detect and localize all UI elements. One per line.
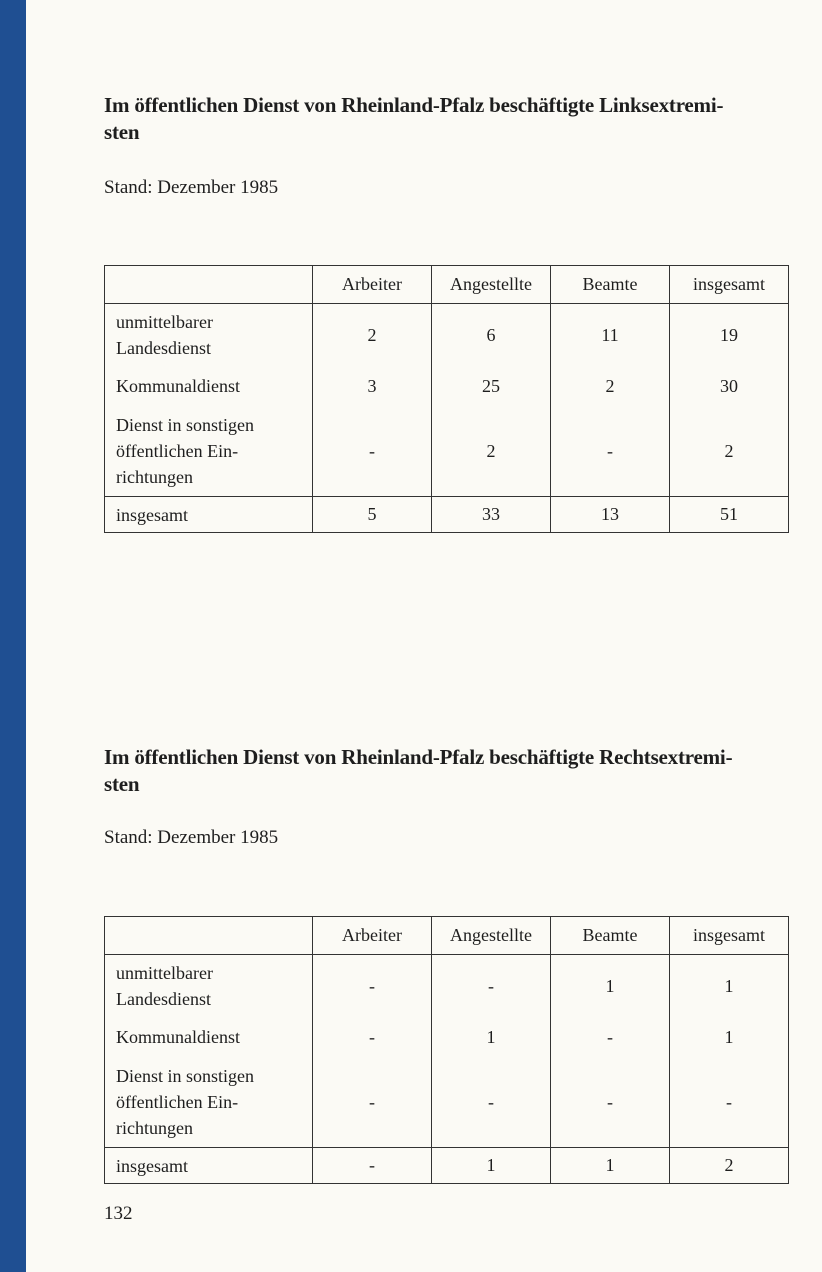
value-cell: 2 — [432, 406, 551, 497]
value-cell: 1 — [432, 1017, 551, 1057]
value-cell: 1 — [670, 955, 789, 1018]
status-date: Stand: Dezember 1985 — [104, 177, 279, 198]
value-cell: 2 — [551, 366, 670, 406]
table-title — [104, 92, 788, 146]
row-label — [105, 1017, 313, 1057]
row-label-line: öffentlichen Ein- — [116, 1092, 239, 1112]
value-cell: - — [313, 406, 432, 497]
page-number: 132 — [104, 1203, 133, 1224]
title-line-1: Im öffentlichen Dienst von Rheinland-Pfalz beschäftigte Linksextremi- — [104, 93, 724, 117]
row-label-line: richtungen — [116, 1118, 193, 1138]
table-row — [105, 1057, 789, 1148]
value-cell: 25 — [432, 366, 551, 406]
row-label-line: unmittelbarer — [116, 963, 213, 983]
row-label-line: Kommunaldienst — [116, 1027, 240, 1047]
header-row — [105, 917, 789, 955]
table-row — [105, 366, 789, 406]
total-label: insgesamt — [105, 1148, 313, 1184]
value-cell: - — [313, 1057, 432, 1148]
right-extremists-section — [104, 744, 788, 1176]
table-row — [105, 406, 789, 497]
row-label-line: öffentlichen Ein- — [116, 441, 239, 461]
header-row — [105, 266, 789, 304]
row-label — [105, 366, 313, 406]
table-row — [105, 304, 789, 367]
value-cell: - — [551, 406, 670, 497]
total-value-cell: 13 — [551, 497, 670, 533]
header-cell-empty — [105, 266, 313, 304]
data-table — [104, 265, 789, 533]
value-cell: 2 — [313, 304, 432, 367]
total-label: insgesamt — [105, 497, 313, 533]
table-row — [105, 1017, 789, 1057]
value-cell: - — [313, 955, 432, 1018]
value-cell: - — [551, 1017, 670, 1057]
value-cell: - — [551, 1057, 670, 1148]
value-cell: - — [432, 955, 551, 1018]
header-cell-insgesamt: insgesamt — [670, 917, 789, 955]
row-label-line: Landesdienst — [116, 989, 211, 1009]
title-line-2: sten — [104, 120, 140, 144]
table-title — [104, 744, 788, 798]
total-value-cell: 51 — [670, 497, 789, 533]
value-cell: 30 — [670, 366, 789, 406]
total-row — [105, 1148, 789, 1184]
row-label-line: richtungen — [116, 467, 193, 487]
header-cell-beamte: Beamte — [551, 917, 670, 955]
header-cell-angestellte: Angestellte — [432, 266, 551, 304]
row-label — [105, 406, 313, 497]
header-cell-empty — [105, 917, 313, 955]
value-cell: 2 — [670, 406, 789, 497]
total-value-cell: 2 — [670, 1148, 789, 1184]
value-cell: 19 — [670, 304, 789, 367]
book-spine-edge — [0, 0, 26, 1272]
row-label-line: Kommunaldienst — [116, 376, 240, 396]
status-date: Stand: Dezember 1985 — [104, 827, 279, 848]
total-value-cell: 1 — [551, 1148, 670, 1184]
value-cell: 1 — [551, 955, 670, 1018]
value-cell: - — [670, 1057, 789, 1148]
table-row — [105, 955, 789, 1018]
header-cell-insgesamt: insgesamt — [670, 266, 789, 304]
total-row — [105, 497, 789, 533]
total-value-cell: 5 — [313, 497, 432, 533]
header-cell-arbeiter: Arbeiter — [313, 266, 432, 304]
value-cell: 11 — [551, 304, 670, 367]
left-extremists-section — [104, 92, 788, 525]
row-label-line: Dienst in sonstigen — [116, 1066, 254, 1086]
value-cell: - — [432, 1057, 551, 1148]
row-label-line: Dienst in sonstigen — [116, 415, 254, 435]
row-label — [105, 1057, 313, 1148]
value-cell: - — [313, 1017, 432, 1057]
total-value-cell: 33 — [432, 497, 551, 533]
title-line-2: sten — [104, 772, 140, 796]
value-cell: 3 — [313, 366, 432, 406]
row-label — [105, 955, 313, 1018]
title-line-1: Im öffentlichen Dienst von Rheinland-Pfalz beschäftigte Rechtsextremi- — [104, 745, 733, 769]
row-label-line: unmittelbarer — [116, 312, 213, 332]
header-cell-angestellte: Angestellte — [432, 917, 551, 955]
value-cell: 1 — [670, 1017, 789, 1057]
total-value-cell: - — [313, 1148, 432, 1184]
header-cell-beamte: Beamte — [551, 266, 670, 304]
value-cell: 6 — [432, 304, 551, 367]
total-value-cell: 1 — [432, 1148, 551, 1184]
row-label — [105, 304, 313, 367]
header-cell-arbeiter: Arbeiter — [313, 917, 432, 955]
data-table — [104, 916, 789, 1184]
row-label-line: Landesdienst — [116, 338, 211, 358]
